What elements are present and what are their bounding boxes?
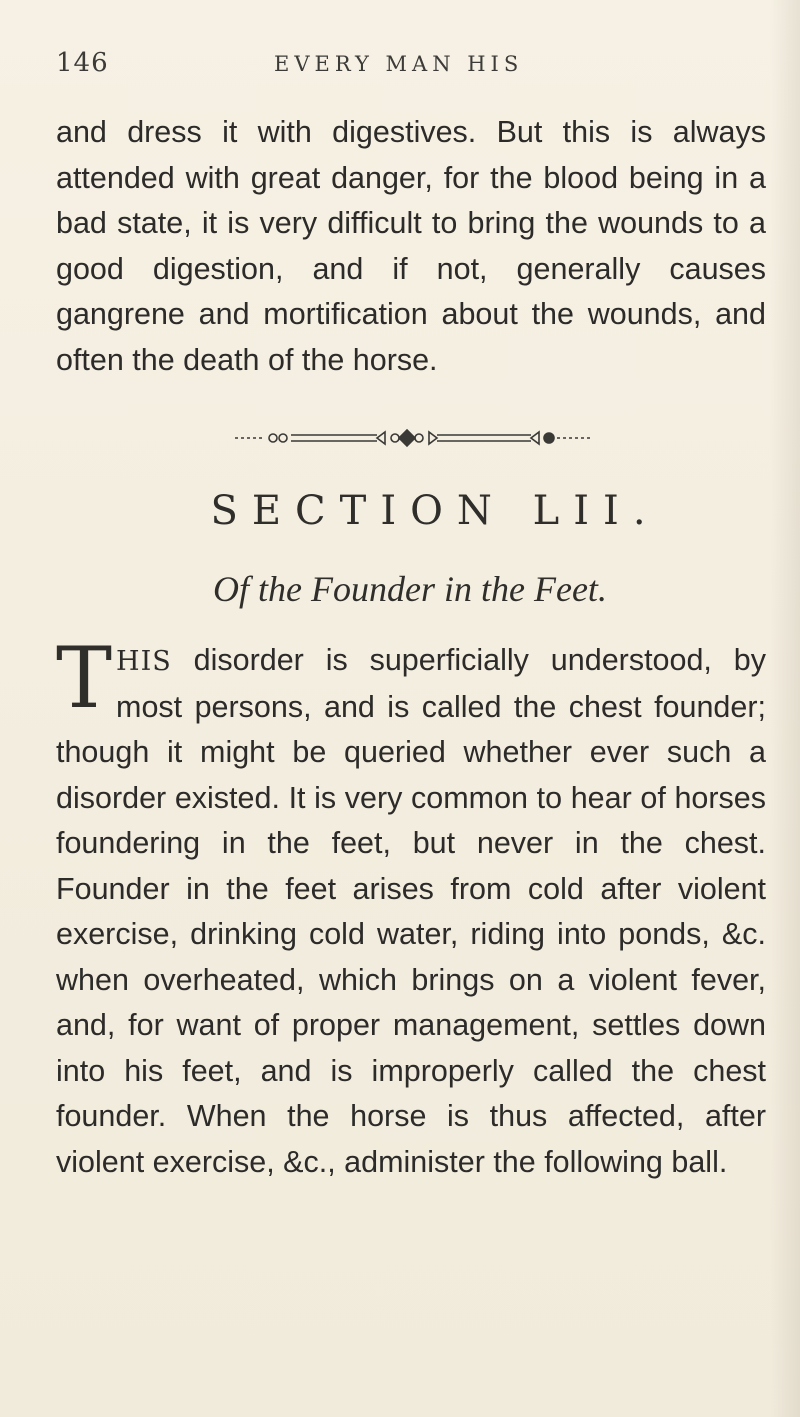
paragraph-founder-text: disorder is superficially understood, by most persons, and is called the chest founder; though it might be queried whether ever such a disorder existed. It is very common to hear of horses foundering in the feet, but never in the chest. Founder in the feet arises from cold after violent exercise, drinking cold water, riding into ponds, &c. when overheated, which brings on a violent fever, and, for want of proper management, settles down into his feet, and is improperly called the chest founder. When the horse is thus affected, after violent exercise, &c., administer the following ball.	[56, 643, 766, 1179]
first-word-rest: HIS	[116, 646, 172, 677]
running-head	[56, 48, 756, 88]
page-number: 146	[56, 48, 109, 78]
running-title: EVERY MAN HIS	[274, 52, 524, 76]
drop-cap: T	[56, 629, 113, 727]
paragraph-continuation: and dress it with digestives. But this is always attended with great danger, for the blood being in a bad state, it is very difficult to bring the wounds to a good digestion, and if not, generally causes gangrene and mortification about the wounds, and often the death of the horse.	[56, 115, 766, 377]
ornament-divider	[235, 426, 590, 450]
section-subtitle: Of the Founder in the Feet.	[213, 569, 607, 609]
paragraph-founder	[56, 629, 766, 1185]
page-edge-shadow	[770, 0, 800, 1417]
section-heading: SECTION LII.	[210, 488, 660, 534]
